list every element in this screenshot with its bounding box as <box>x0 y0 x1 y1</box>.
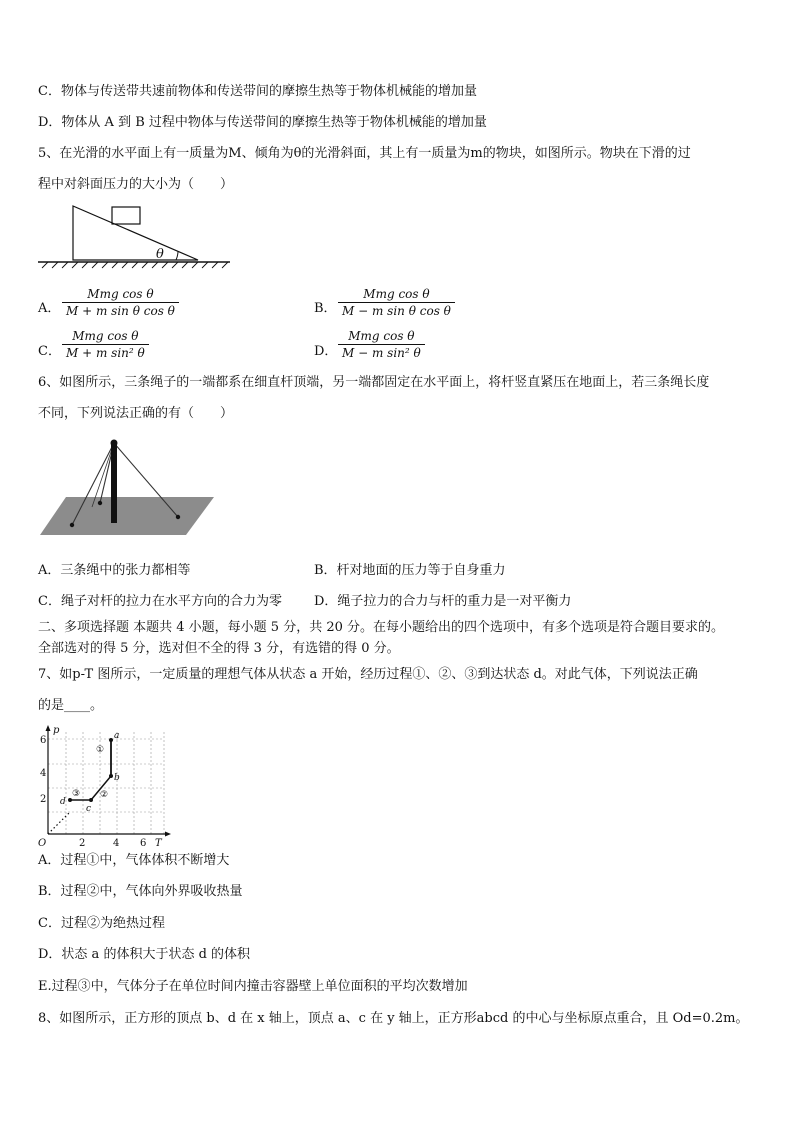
process-1-label: ① <box>96 745 105 755</box>
T-axis-label: T <box>155 838 162 849</box>
q7-option-b[interactable]: B．过程②中，气体向外界吸收热量 <box>38 884 243 899</box>
label-d: d <box>60 797 66 807</box>
block <box>112 207 140 224</box>
numerator: Mmg cos θ <box>72 329 139 343</box>
label-a: a <box>114 731 120 741</box>
numerator: Mmg cos θ <box>348 329 415 343</box>
q5-option-b-label[interactable]: B． <box>314 301 337 316</box>
angle-label: θ <box>156 247 164 262</box>
q7-option-a[interactable]: A．过程①中，气体体积不断增大 <box>38 853 230 868</box>
question-7-stem-line1: 7、如p-T 图所示，一定质量的理想气体从状态 a 开始，经历过程①、②、③到达状态 d。对此气体，下列说法正确 <box>38 667 698 682</box>
angle-arc <box>176 251 178 260</box>
anchor-2 <box>98 501 102 505</box>
p-axis-label: p <box>53 725 60 736</box>
question-5-stem-line1: 5、在光滑的水平面上有一质量为M、倾角为θ的光滑斜面，其上有一质量为m的物块，如图所示。物块在下滑的过 <box>38 146 691 161</box>
point-a <box>109 738 113 742</box>
q6-option-b[interactable]: B．杆对地面的压力等于自身重力 <box>314 563 506 578</box>
option-d-previous: D．物体从 A 到 B 过程中物体与传送带间的摩擦生热等于物体机械能的增加量 <box>38 115 487 130</box>
label-c: c <box>86 804 92 814</box>
q6-option-a[interactable]: A．三条绳中的张力都相等 <box>38 563 191 578</box>
q5-option-b-formula[interactable] <box>338 287 455 318</box>
process-2-label: ② <box>100 790 109 800</box>
question-5-stem-line2: 程中对斜面压力的大小为（ ） <box>38 177 234 192</box>
ground-hatching <box>42 262 228 268</box>
anchor-1 <box>70 523 74 527</box>
q5-option-c-formula[interactable] <box>62 329 149 360</box>
process-3-label: ③ <box>72 789 81 799</box>
pole-top <box>111 440 118 447</box>
sliding-block <box>98 209 136 222</box>
section-2-header-line1: 二、多项选择题 本题共 4 小题，每小题 5 分，共 20 分。在每小题给出的四个选项中，有多个选项是符合题目要求的。 <box>38 620 725 635</box>
denominator: M − m sin θ cos θ <box>338 302 455 318</box>
q5-option-c-label[interactable]: C． <box>38 344 61 359</box>
y-tick-6: 6 <box>40 735 47 746</box>
question-6-stem-line1: 6、如图所示，三条绳子的一端都系在细直杆顶端，另一端都固定在水平面上，将杆竖直紧压在地面上，若三条绳长度 <box>38 375 710 390</box>
question-7-stem-line2: 的是____。 <box>38 698 104 713</box>
pole-ropes-diagram <box>38 435 218 540</box>
incline-diagram <box>38 200 238 275</box>
x-tick-2: 2 <box>79 838 86 849</box>
denominator: M + m sin θ cos θ <box>62 302 179 318</box>
vertical-pole <box>111 443 117 523</box>
ground-plane <box>40 497 214 535</box>
x-tick-4: 4 <box>113 838 120 849</box>
q6-option-d[interactable]: D．绳子拉力的合力与杆的重力是一对平衡力 <box>314 594 572 609</box>
point-b <box>109 774 113 778</box>
q5-option-a-label[interactable]: A． <box>38 301 61 316</box>
point-c <box>89 798 93 802</box>
question-6-stem-line2: 不同，下列说法正确的有（ ） <box>38 406 234 421</box>
denominator: M − m sin² θ <box>338 344 425 360</box>
incline-wedge <box>73 206 198 260</box>
p-T-diagram <box>36 724 176 849</box>
q5-option-d-formula[interactable] <box>338 329 425 360</box>
numerator: Mmg cos θ <box>87 287 154 301</box>
question-8-stem-line1: 8、如图所示，正方形的顶点 b、d 在 x 轴上，顶点 a、c 在 y 轴上，正方形abcd 的中心与坐标原点重合，且 Od=0.2m。 <box>38 1011 749 1026</box>
numerator: Mmg cos θ <box>363 287 430 301</box>
q7-option-d[interactable]: D．状态 a 的体积大于状态 d 的体积 <box>38 947 251 962</box>
label-b: b <box>114 773 120 783</box>
q6-option-c[interactable]: C．绳子对杆的拉力在水平方向的合力为零 <box>38 594 282 609</box>
option-c-previous: C．物体与传送带共速前物体和传送带间的摩擦生热等于物体机械能的增加量 <box>38 84 477 99</box>
section-2-header-line2: 全部选对的得 5 分，选对但不全的得 3 分，有选错的得 0 分。 <box>38 641 400 656</box>
origin-label: O <box>38 838 47 849</box>
anchor-3 <box>176 515 180 519</box>
q7-option-e[interactable]: E.过程③中，气体分子在单位时间内撞击容器壁上单位面积的平均次数增加 <box>38 979 468 994</box>
dotted-origin-line <box>48 812 70 834</box>
y-tick-4: 4 <box>40 768 47 779</box>
denominator: M + m sin² θ <box>62 344 149 360</box>
q7-option-c[interactable]: C．过程②为绝热过程 <box>38 916 165 931</box>
y-tick-2: 2 <box>40 794 47 805</box>
x-tick-6: 6 <box>140 838 147 849</box>
q5-option-a-formula[interactable] <box>62 287 179 318</box>
q5-option-d-label[interactable]: D． <box>314 344 338 359</box>
